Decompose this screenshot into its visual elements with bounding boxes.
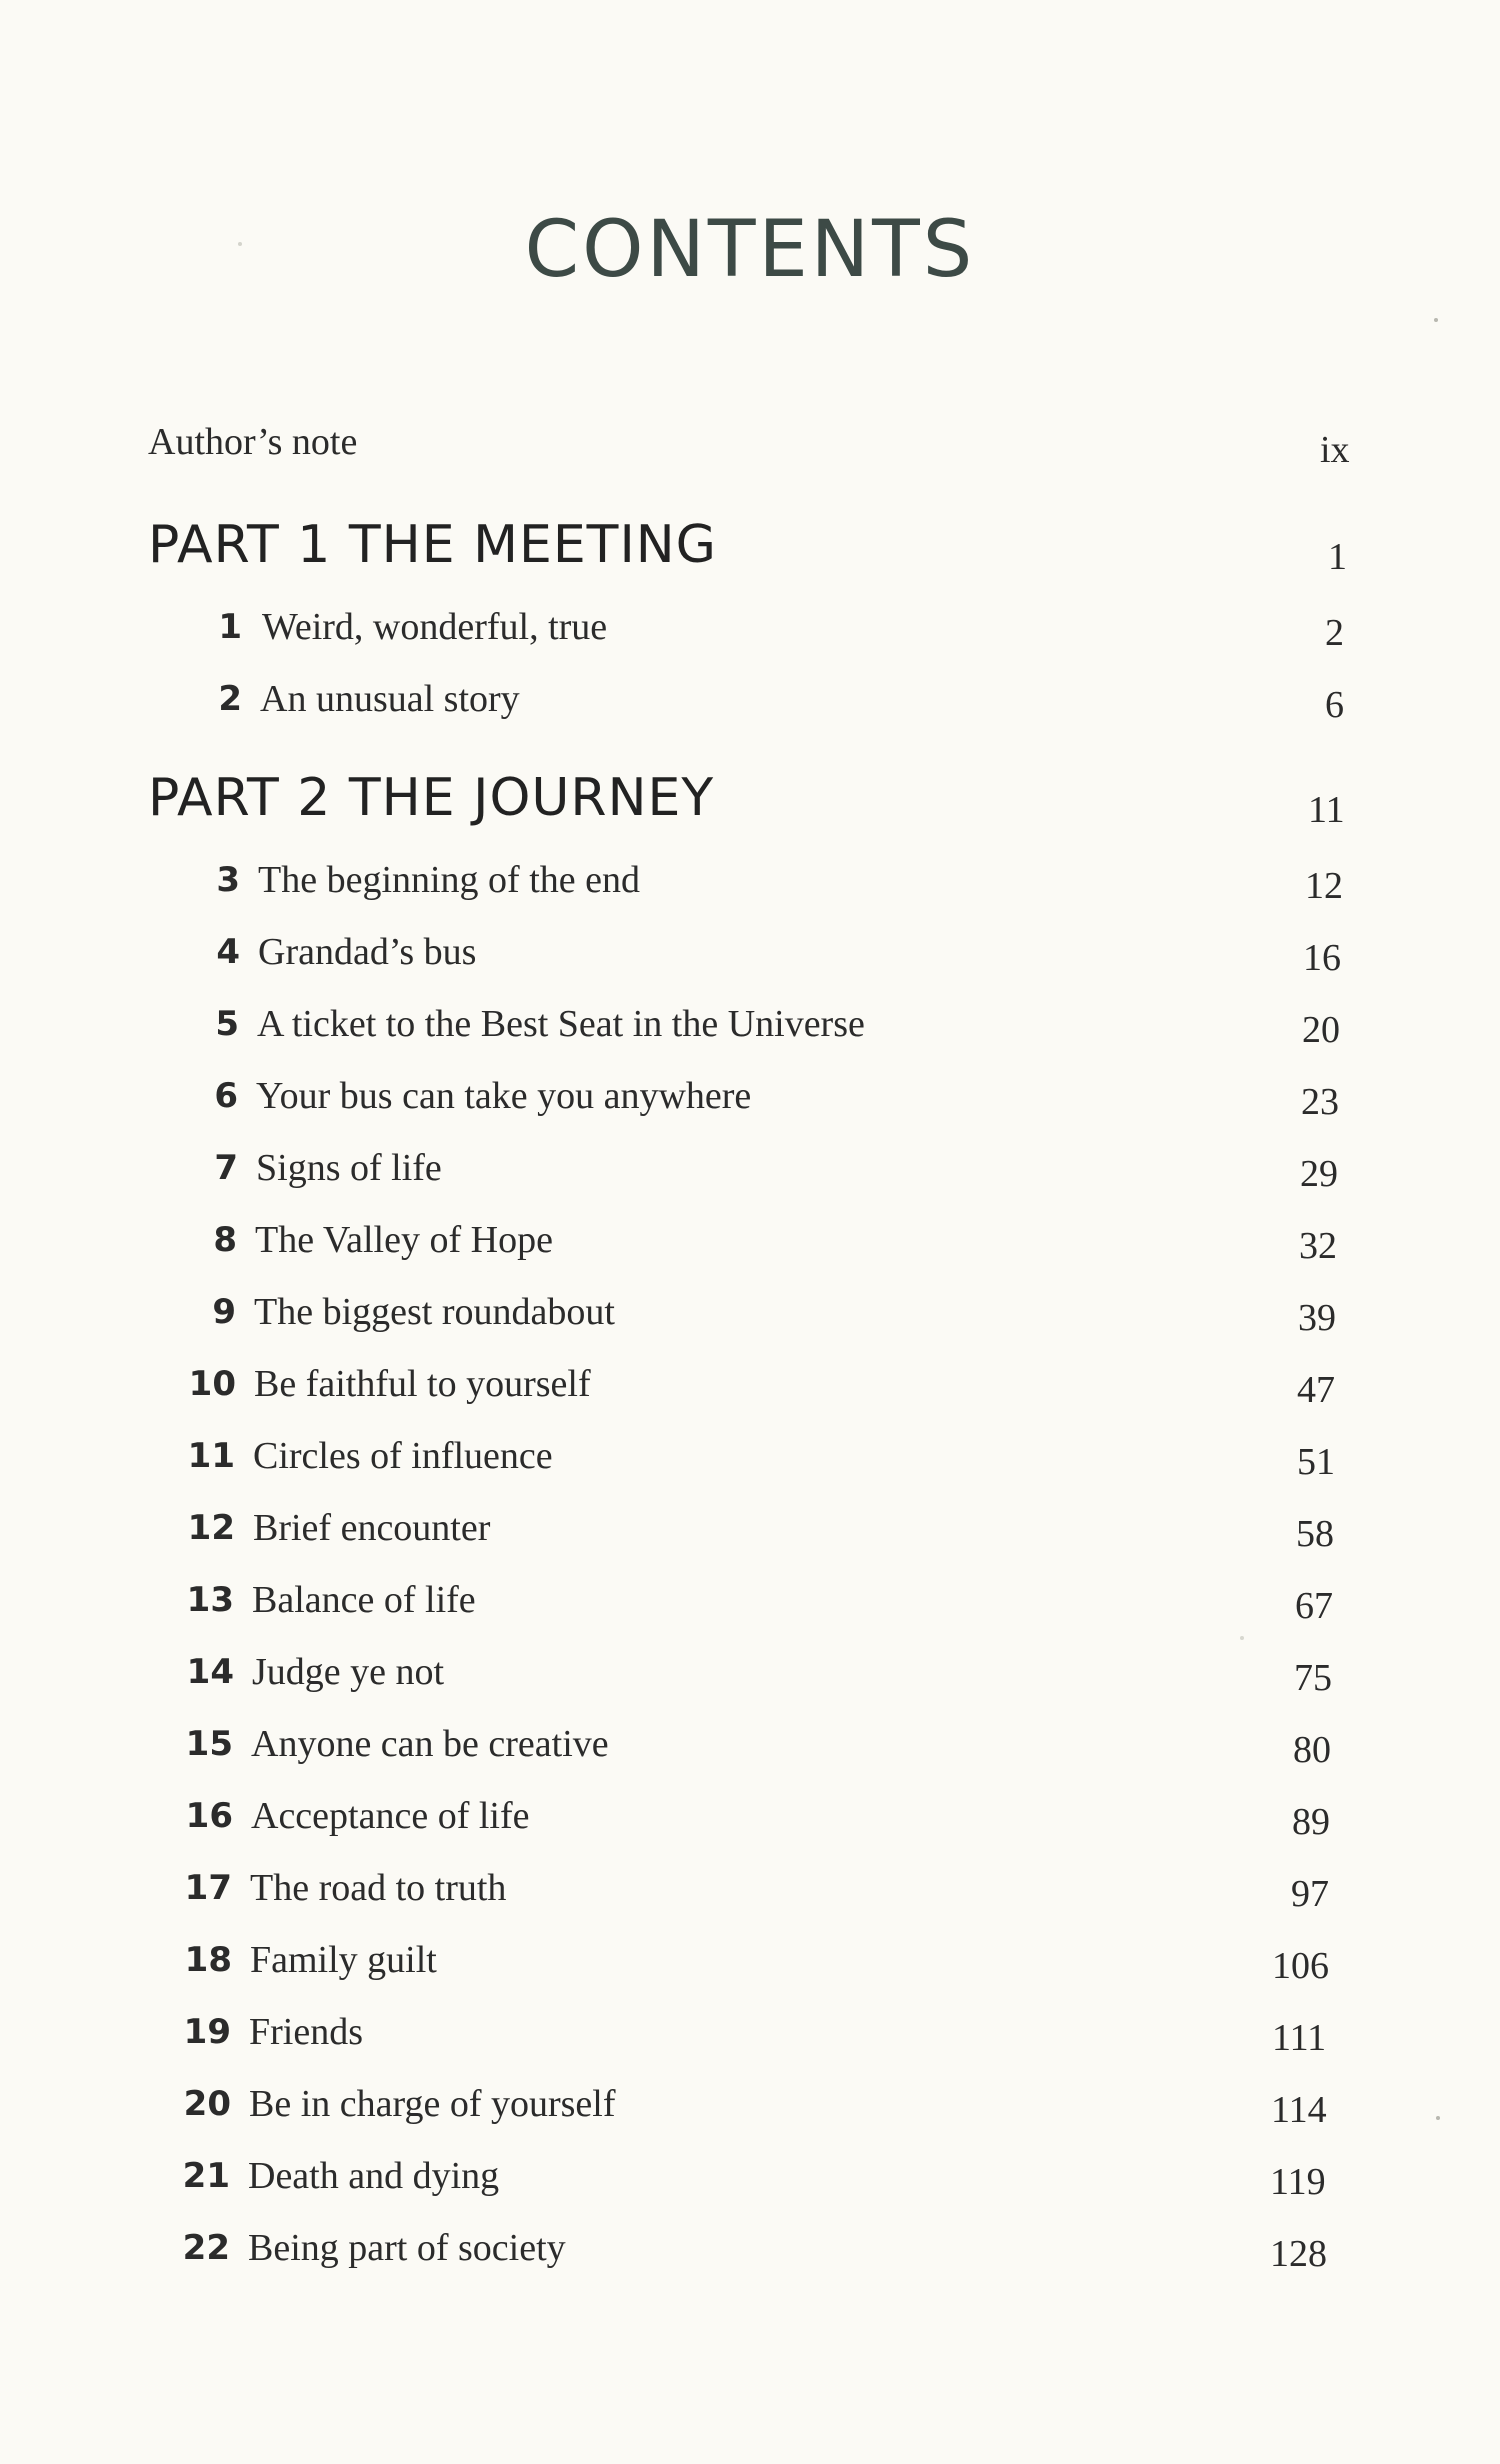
chapter-number: 6 [214,1076,238,1116]
chapter-number: 4 [216,932,240,972]
toc-chapter-17[interactable] [0,1866,1500,1926]
part-heading: PART 1 THE MEETING [148,515,717,575]
toc-page-number: 1 [1328,536,1347,578]
toc-chapter-16[interactable] [0,1794,1500,1854]
toc-entry-authors-note[interactable] [0,420,1500,480]
chapter-number: 3 [216,860,240,900]
toc-chapter-11[interactable] [0,1434,1500,1494]
chapter-title: Family guilt [250,1939,437,1981]
toc-chapter-9[interactable] [0,1290,1500,1350]
toc-page-number: 114 [1271,2089,1327,2131]
toc-page-number: 23 [1301,1081,1339,1123]
toc-page-number: 75 [1294,1657,1332,1699]
chapter-number: 17 [184,1868,232,1908]
toc-chapter-6[interactable] [0,1074,1500,1134]
toc-page-number: 80 [1293,1729,1331,1771]
toc-entry-label: Author’s note [148,421,358,463]
chapter-title: The Valley of Hope [255,1219,553,1261]
toc-chapter-3[interactable] [0,858,1500,918]
toc-chapter-1[interactable] [0,605,1500,665]
chapter-number: 14 [186,1652,234,1692]
chapter-number: 13 [186,1580,234,1620]
chapter-number: 20 [183,2084,231,2124]
chapter-title: Grandad’s bus [258,931,477,973]
toc-page-number: 6 [1325,684,1344,726]
chapter-number: 15 [185,1724,233,1764]
toc-chapter-2[interactable] [0,677,1500,737]
chapter-number: 8 [213,1220,237,1260]
chapter-number: 21 [182,2156,230,2196]
chapter-number: 5 [215,1004,239,1044]
toc-chapter-13[interactable] [0,1578,1500,1638]
chapter-title: Weird, wonderful, true [262,606,608,648]
toc-chapter-14[interactable] [0,1650,1500,1710]
chapter-title: Your bus can take you anywhere [256,1075,752,1117]
page-title: CONTENTS [524,205,976,295]
chapter-number: 11 [187,1436,235,1476]
chapter-number: 18 [184,1940,232,1980]
toc-page-number: 111 [1272,2017,1327,2059]
toc-chapter-5[interactable] [0,1002,1500,1062]
chapter-title: Balance of life [252,1579,476,1621]
toc-page-number: 51 [1297,1441,1335,1483]
scan-speck [1434,318,1438,322]
toc-page-number: ix [1320,429,1350,471]
toc-chapter-12[interactable] [0,1506,1500,1566]
toc-page-number: 2 [1325,612,1344,654]
chapter-number: 19 [183,2012,231,2052]
chapter-number: 7 [214,1148,238,1188]
chapter-number: 10 [188,1364,236,1404]
chapter-number: 9 [212,1292,236,1332]
toc-chapter-22[interactable] [0,2226,1500,2286]
toc-page-number: 39 [1298,1297,1336,1339]
chapter-title: Brief encounter [253,1507,491,1549]
toc-page-number: 32 [1299,1225,1337,1267]
chapter-title: Being part of society [248,2227,566,2269]
chapter-title: A ticket to the Best Seat in the Universe [257,1003,865,1045]
scan-speck [1240,1636,1244,1640]
chapter-number: 16 [185,1796,233,1836]
chapter-title: Friends [249,2011,363,2053]
scan-speck [238,242,242,246]
toc-chapter-20[interactable] [0,2082,1500,2142]
toc-page-number: 119 [1270,2161,1326,2203]
chapter-title: The road to truth [250,1867,507,1909]
chapter-number: 1 [218,607,242,647]
toc-page-number: 128 [1270,2233,1327,2275]
toc-page-number: 47 [1297,1369,1335,1411]
toc-chapter-10[interactable] [0,1362,1500,1422]
chapter-number: 2 [218,679,242,719]
chapter-title: Judge ye not [252,1651,445,1693]
toc-part-2[interactable] [0,768,1500,831]
chapter-title: Be faithful to yourself [254,1363,591,1405]
toc-page-number: 29 [1300,1153,1338,1195]
toc-chapter-8[interactable] [0,1218,1500,1278]
chapter-number: 22 [182,2228,230,2268]
chapter-title: Acceptance of life [251,1795,530,1837]
chapter-title: Be in charge of yourself [249,2083,616,2125]
chapter-title: Death and dying [248,2155,500,2197]
chapter-title: An unusual story [260,678,520,720]
toc-chapter-19[interactable] [0,2010,1500,2070]
toc-page-number: 11 [1308,789,1345,831]
toc-page-number: 97 [1291,1873,1329,1915]
chapter-number: 12 [187,1508,235,1548]
part-heading: PART 2 THE JOURNEY [148,768,715,828]
toc-page-number: 67 [1295,1585,1333,1627]
chapter-title: The beginning of the end [258,859,641,901]
toc-page-number: 16 [1303,937,1341,979]
toc-page-number: 20 [1302,1009,1340,1051]
chapter-title: Signs of life [256,1147,442,1189]
chapter-title: Circles of influence [253,1435,553,1477]
toc-page-number: 89 [1292,1801,1330,1843]
chapter-title: The biggest roundabout [254,1291,615,1333]
toc-page-number: 106 [1272,1945,1329,1987]
toc-chapter-21[interactable] [0,2154,1500,2214]
toc-chapter-4[interactable] [0,930,1500,990]
scan-speck [1436,2116,1440,2120]
chapter-title: Anyone can be creative [251,1723,609,1765]
toc-chapter-15[interactable] [0,1722,1500,1782]
toc-page-number: 12 [1305,865,1343,907]
toc-chapter-18[interactable] [0,1938,1500,1998]
toc-chapter-7[interactable] [0,1146,1500,1206]
toc-page-number: 58 [1296,1513,1334,1555]
toc-part-1[interactable] [0,515,1500,578]
